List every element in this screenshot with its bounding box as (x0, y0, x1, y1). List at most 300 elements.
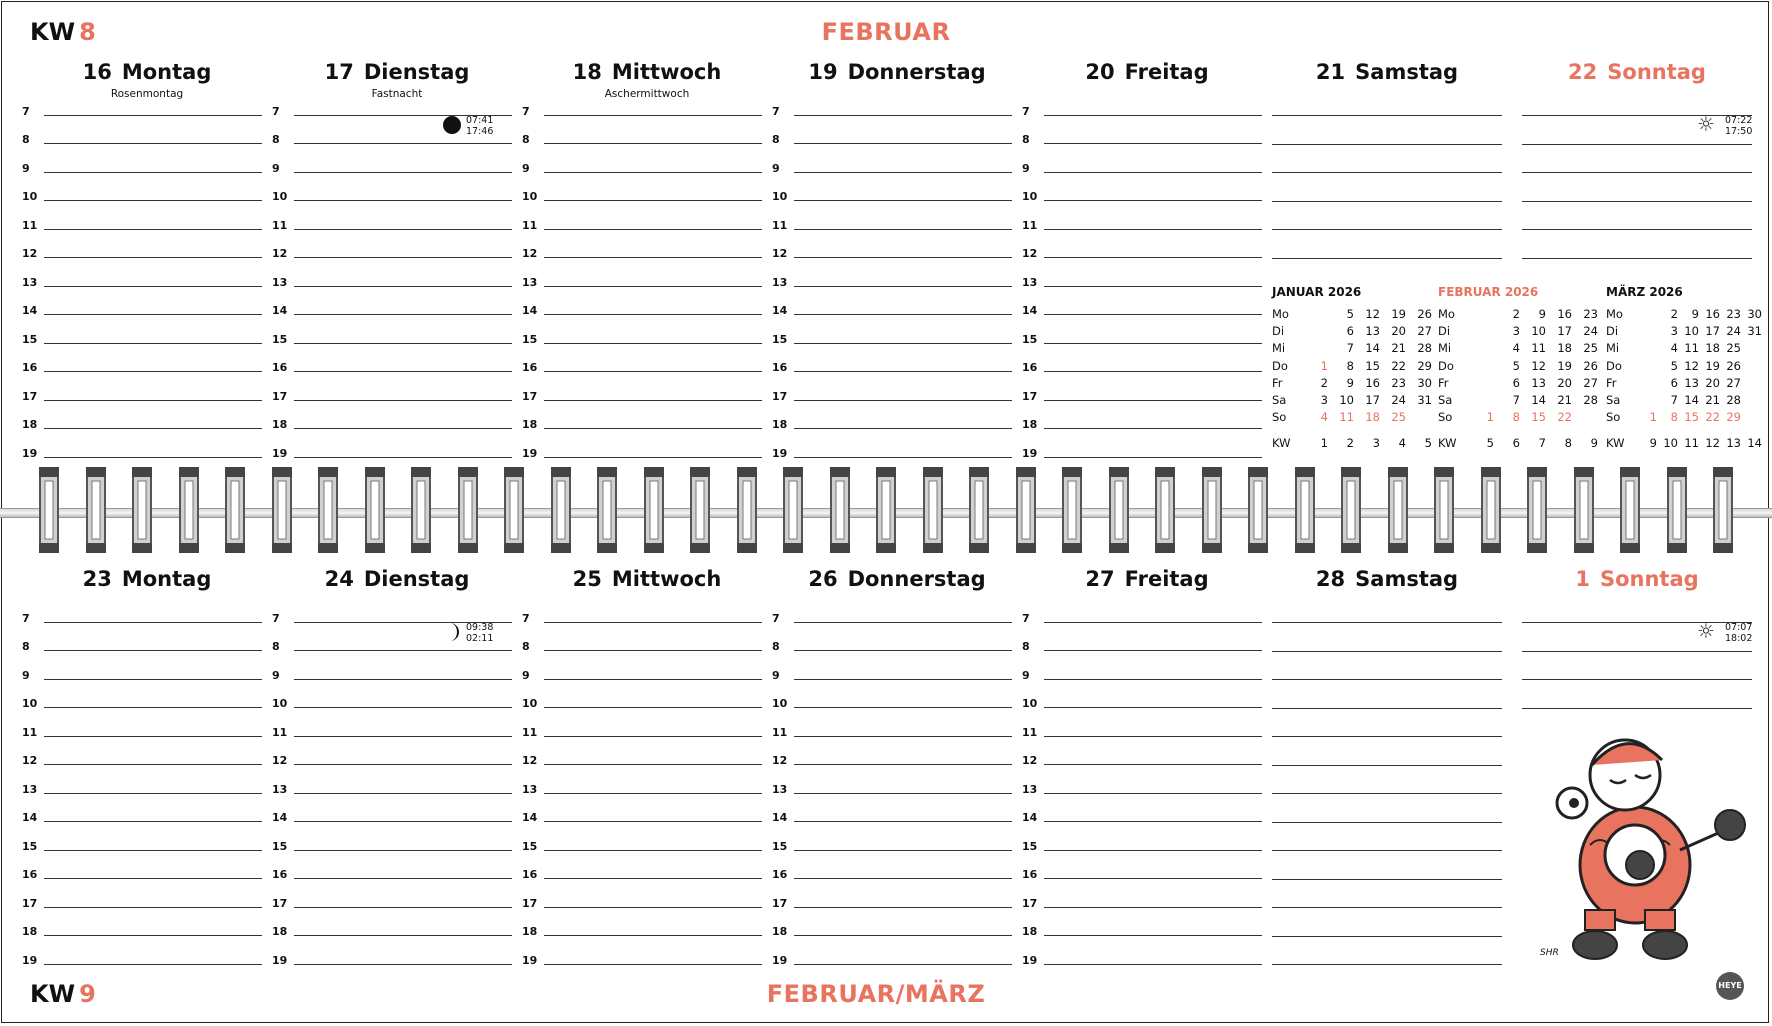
date-cell[interactable]: 28 (1583, 393, 1598, 408)
hour-slot[interactable] (272, 344, 512, 374)
date-cell[interactable]: 24 (1726, 323, 1741, 338)
hour-slot[interactable] (522, 822, 762, 853)
date-cell[interactable] (1636, 391, 1657, 408)
writing-line[interactable] (1272, 679, 1502, 680)
weekday-label: So (1272, 410, 1287, 425)
hour-slot[interactable] (772, 315, 1012, 346)
hour-slot[interactable] (522, 680, 762, 710)
date-cell[interactable]: 10 (1684, 323, 1699, 338)
hour-slot[interactable] (1022, 765, 1262, 796)
writing-line[interactable] (1522, 229, 1752, 230)
writing-line[interactable] (1272, 736, 1502, 737)
hour-slot[interactable] (772, 908, 1012, 938)
hour-slot[interactable] (272, 429, 512, 460)
hour-slot[interactable] (22, 651, 262, 682)
hour-slot[interactable] (522, 258, 762, 289)
hour-slot[interactable] (22, 315, 262, 346)
date-cell[interactable]: 25 (1583, 341, 1598, 356)
date-cell[interactable]: 25 (1391, 410, 1406, 425)
date-cell[interactable]: 23 (1726, 306, 1741, 321)
date-cell[interactable]: 28 (1726, 393, 1741, 408)
hour-slot[interactable] (522, 144, 762, 175)
writing-line[interactable] (1522, 144, 1752, 145)
day-holiday-note[interactable]: Rosenmontag (110, 88, 184, 100)
date-cell[interactable]: 23 (1583, 306, 1598, 321)
hour-slot[interactable] (272, 401, 512, 431)
date-cell[interactable] (1468, 340, 1494, 357)
date-cell[interactable] (1572, 409, 1598, 426)
date-cell[interactable]: 5 (1346, 306, 1354, 321)
hour-slot[interactable] (1022, 315, 1262, 346)
hour-slot[interactable] (22, 230, 262, 260)
date-cell[interactable]: 30 (1417, 375, 1432, 390)
date-cell[interactable] (1741, 340, 1762, 357)
writing-line[interactable] (1272, 907, 1502, 908)
hour-slot[interactable] (22, 144, 262, 175)
hour-slot[interactable] (22, 936, 262, 967)
hour-slot[interactable] (1022, 594, 1262, 625)
hour-slot[interactable] (272, 173, 512, 203)
hour-label: 18 (522, 925, 538, 938)
hour-slot[interactable] (22, 201, 262, 232)
hour-label: 19 (772, 446, 788, 460)
date-cell[interactable]: 11 (1684, 341, 1699, 356)
hour-slot[interactable] (272, 908, 512, 938)
hour-slot[interactable] (772, 822, 1012, 853)
date-cell[interactable]: 2 (1670, 306, 1678, 321)
date-cell[interactable]: 8 (1670, 410, 1678, 425)
hour-slot[interactable] (522, 173, 762, 203)
hour-slot[interactable] (1022, 87, 1262, 118)
date-cell[interactable]: 25 (1726, 341, 1741, 356)
hour-slot[interactable] (1022, 851, 1262, 881)
hour-slot[interactable] (522, 315, 762, 346)
date-cell[interactable] (1636, 357, 1657, 374)
day-header (282, 567, 512, 591)
date-cell[interactable]: 18 (1365, 410, 1380, 425)
date-cell[interactable]: 24 (1583, 323, 1598, 338)
date-cell[interactable]: 19 (1391, 306, 1406, 321)
moon-set-time: 02:11 (466, 633, 494, 644)
hour-slot[interactable] (22, 851, 262, 881)
hour-slot[interactable] (522, 230, 762, 260)
date-cell[interactable]: 5 (1512, 358, 1520, 373)
date-cell[interactable]: 4 (1512, 341, 1520, 356)
hour-slot[interactable] (272, 765, 512, 796)
writing-line[interactable] (1272, 708, 1502, 709)
writing-line[interactable] (1272, 258, 1502, 259)
date-cell[interactable]: 1 (1320, 358, 1328, 373)
hour-label: 7 (522, 104, 530, 118)
date-cell[interactable]: 1 (1649, 410, 1657, 425)
hour-slot[interactable] (22, 429, 262, 460)
hour-slot[interactable] (272, 594, 512, 625)
hour-slot[interactable] (22, 623, 262, 653)
writing-line[interactable] (1272, 964, 1502, 965)
date-cell[interactable]: 15 (1684, 410, 1699, 425)
hour-slot[interactable] (272, 258, 512, 289)
date-cell[interactable]: 10 (1531, 323, 1546, 338)
hour-label: 16 (22, 361, 38, 374)
date-cell[interactable]: 2 (1320, 375, 1328, 390)
hour-slot[interactable] (772, 144, 1012, 175)
date-cell[interactable]: 12 (1684, 358, 1699, 373)
date-cell[interactable]: 12 (1365, 306, 1380, 321)
day-number: 24 (324, 567, 354, 591)
hour-slot[interactable] (22, 594, 262, 625)
writing-line[interactable] (1272, 765, 1502, 766)
mini-calendar (1438, 285, 1598, 451)
date-cell[interactable] (1636, 322, 1657, 339)
date-cell[interactable] (1302, 340, 1328, 357)
hour-slot[interactable] (522, 87, 762, 118)
hour-slot[interactable] (22, 737, 262, 767)
hour-slot[interactable] (1022, 401, 1262, 431)
spiral-ring (782, 465, 804, 555)
date-cell[interactable]: 28 (1417, 341, 1432, 356)
date-cell[interactable] (1468, 357, 1494, 374)
weekday-label: Fr (1272, 375, 1283, 390)
hour-slot[interactable] (522, 401, 762, 431)
hour-slot[interactable] (1022, 908, 1262, 938)
hour-slot[interactable] (272, 315, 512, 346)
hour-slot[interactable] (272, 851, 512, 881)
date-cell[interactable]: 19 (1557, 358, 1572, 373)
hour-slot[interactable] (22, 822, 262, 853)
date-cell[interactable]: 14 (1365, 341, 1380, 356)
date-cell[interactable]: 16 (1705, 306, 1720, 321)
hour-slot[interactable] (1022, 344, 1262, 374)
date-cell[interactable] (1468, 322, 1494, 339)
date-cell[interactable]: 31 (1417, 393, 1432, 408)
hour-slot[interactable] (272, 822, 512, 853)
hour-slot[interactable] (22, 908, 262, 938)
day-holiday-note[interactable]: Fastnacht (371, 88, 423, 100)
date-cell[interactable]: 1 (1486, 410, 1494, 425)
writing-line[interactable] (1272, 936, 1502, 937)
writing-line[interactable] (1272, 229, 1502, 230)
hour-label: 14 (522, 811, 538, 824)
hour-slot[interactable] (1022, 651, 1262, 682)
hour-label: 14 (772, 304, 788, 317)
date-cell[interactable]: 26 (1726, 358, 1741, 373)
date-cell[interactable]: 23 (1391, 375, 1406, 390)
writing-line[interactable] (1522, 258, 1752, 259)
hour-slot[interactable] (522, 851, 762, 881)
spiral-ring (1666, 465, 1688, 555)
hour-slot[interactable] (22, 401, 262, 431)
date-cell[interactable]: 21 (1557, 393, 1572, 408)
hour-slot[interactable] (772, 230, 1012, 260)
date-cell[interactable]: 9 (1538, 306, 1546, 321)
hour-label: 12 (522, 247, 538, 260)
date-cell[interactable] (1636, 374, 1657, 391)
date-cell[interactable]: 20 (1705, 375, 1720, 390)
date-cell[interactable]: 6 (1346, 323, 1354, 338)
writing-line[interactable] (1272, 144, 1502, 145)
hour-slot[interactable] (1022, 372, 1262, 403)
writing-line[interactable] (1272, 622, 1502, 623)
date-cell[interactable]: 22 (1705, 410, 1720, 425)
date-cell[interactable]: 27 (1726, 375, 1741, 390)
hour-label: 17 (272, 896, 288, 910)
date-cell[interactable]: 14 (1531, 393, 1546, 408)
hour-slot[interactable] (1022, 936, 1262, 967)
date-cell[interactable]: 15 (1365, 358, 1380, 373)
hour-slot[interactable] (1022, 173, 1262, 203)
date-cell[interactable]: 5 (1670, 358, 1678, 373)
date-cell[interactable]: 8 (1346, 358, 1354, 373)
hour-slot[interactable] (522, 623, 762, 653)
date-cell[interactable] (1636, 305, 1657, 322)
hour-slot[interactable] (772, 623, 1012, 653)
writing-line[interactable] (1272, 822, 1502, 823)
date-cell[interactable] (1302, 322, 1328, 339)
hour-slot[interactable] (772, 429, 1012, 460)
date-cell[interactable]: 7 (1512, 393, 1520, 408)
writing-line[interactable] (1272, 651, 1502, 652)
date-cell[interactable]: 16 (1557, 306, 1572, 321)
hour-slot[interactable] (272, 201, 512, 232)
date-cell[interactable]: 3 (1512, 323, 1520, 338)
hour-slot[interactable] (522, 879, 762, 910)
date-cell[interactable]: 24 (1391, 393, 1406, 408)
date-cell[interactable]: 13 (1684, 375, 1699, 390)
date-cell[interactable]: 7 (1670, 393, 1678, 408)
hour-slot[interactable] (522, 651, 762, 682)
hour-slot[interactable] (772, 794, 1012, 824)
date-cell[interactable]: 11 (1339, 410, 1354, 425)
hour-slot[interactable] (22, 116, 262, 146)
date-cell[interactable]: 14 (1684, 393, 1699, 408)
hour-slot[interactable] (22, 258, 262, 289)
date-cell[interactable]: 26 (1583, 358, 1598, 373)
day-holiday-note[interactable]: Aschermittwoch (604, 88, 690, 100)
writing-line[interactable] (1272, 201, 1502, 202)
hour-slot[interactable] (1022, 230, 1262, 260)
hour-slot[interactable] (772, 651, 1012, 682)
hour-slot[interactable] (522, 794, 762, 824)
date-cell[interactable]: 3 (1670, 323, 1678, 338)
hour-slot[interactable] (522, 765, 762, 796)
hour-slot[interactable] (522, 908, 762, 938)
writing-line[interactable] (1522, 651, 1752, 652)
hour-slot[interactable] (272, 680, 512, 710)
date-cell[interactable]: 4 (1320, 410, 1328, 425)
hour-slot[interactable] (272, 372, 512, 403)
hour-slot[interactable] (522, 737, 762, 767)
hour-slot[interactable] (272, 651, 512, 682)
hour-slot[interactable] (272, 708, 512, 739)
hour-slot[interactable] (22, 173, 262, 203)
hour-slot[interactable] (1022, 623, 1262, 653)
date-cell[interactable] (1636, 340, 1657, 357)
hour-slot[interactable] (772, 737, 1012, 767)
hour-slot[interactable] (1022, 822, 1262, 853)
hour-slot[interactable] (772, 594, 1012, 625)
date-cell[interactable]: 22 (1557, 410, 1572, 425)
hour-slot[interactable] (22, 344, 262, 374)
date-cell[interactable]: 18 (1557, 341, 1572, 356)
hour-slot[interactable] (1022, 794, 1262, 824)
date-cell[interactable]: 20 (1557, 375, 1572, 390)
hour-slot[interactable] (1022, 201, 1262, 232)
date-cell[interactable]: 6 (1670, 375, 1678, 390)
writing-line[interactable] (1272, 850, 1502, 851)
hour-slot[interactable] (772, 87, 1012, 118)
date-cell[interactable] (1741, 391, 1762, 408)
hour-slot[interactable] (772, 708, 1012, 739)
day-header (532, 60, 762, 84)
hour-slot[interactable] (1022, 708, 1262, 739)
hour-slot[interactable] (22, 680, 262, 710)
hour-slot[interactable] (772, 936, 1012, 967)
hour-label: 10 (272, 190, 288, 203)
hour-slot[interactable] (772, 116, 1012, 146)
date-cell[interactable]: 17 (1365, 393, 1380, 408)
weekday-label: Do (1438, 358, 1454, 373)
hour-slot[interactable] (522, 116, 762, 146)
date-cell[interactable]: 30 (1747, 306, 1762, 321)
hour-slot[interactable] (1022, 287, 1262, 317)
date-cell[interactable] (1741, 409, 1762, 426)
hour-slot[interactable] (772, 765, 1012, 796)
hour-slot[interactable] (522, 287, 762, 317)
date-cell[interactable]: 4 (1670, 341, 1678, 356)
date-cell[interactable]: 6 (1512, 375, 1520, 390)
hour-slot[interactable] (1022, 879, 1262, 910)
hour-slot[interactable] (272, 879, 512, 910)
writing-line[interactable] (1522, 622, 1752, 623)
hour-slot[interactable] (1022, 116, 1262, 146)
hour-label: 16 (272, 868, 288, 881)
writing-line[interactable] (1522, 115, 1752, 116)
hour-slot[interactable] (22, 372, 262, 403)
day-name: Donnerstag (847, 60, 986, 84)
writing-line[interactable] (1272, 172, 1502, 173)
date-cell[interactable]: 12 (1531, 358, 1546, 373)
date-cell[interactable]: 2 (1512, 306, 1520, 321)
hour-label: 16 (522, 361, 538, 374)
hour-label: 15 (772, 332, 788, 346)
date-cell[interactable] (1302, 305, 1328, 322)
hour-slot[interactable] (22, 287, 262, 317)
hour-slot[interactable] (272, 794, 512, 824)
hour-slot[interactable] (1022, 429, 1262, 460)
sun-times (1725, 622, 1752, 644)
hour-slot[interactable] (772, 287, 1012, 317)
hour-slot[interactable] (772, 401, 1012, 431)
date-cell[interactable]: 22 (1391, 358, 1406, 373)
hour-slot[interactable] (1022, 144, 1262, 175)
writing-line[interactable] (1272, 115, 1502, 116)
hour-slot[interactable] (272, 287, 512, 317)
date-cell[interactable]: 19 (1705, 358, 1720, 373)
date-cell[interactable]: 15 (1531, 410, 1546, 425)
date-cell[interactable]: 3 (1320, 393, 1328, 408)
hour-slot[interactable] (772, 680, 1012, 710)
date-cell[interactable] (1741, 374, 1762, 391)
date-cell[interactable]: 31 (1747, 323, 1762, 338)
date-cell[interactable]: 13 (1365, 323, 1380, 338)
hour-slot[interactable] (22, 879, 262, 910)
date-cell[interactable]: 29 (1726, 410, 1741, 425)
hour-slot[interactable] (772, 344, 1012, 374)
hour-slot[interactable] (272, 144, 512, 175)
date-cell[interactable]: 17 (1705, 323, 1720, 338)
hour-slot[interactable] (522, 344, 762, 374)
hour-slot[interactable] (522, 708, 762, 739)
writing-line[interactable] (1522, 679, 1752, 680)
date-cell[interactable] (1468, 374, 1494, 391)
hour-slot[interactable] (22, 708, 262, 739)
date-cell[interactable]: 7 (1346, 341, 1354, 356)
weekday-label: Di (1606, 323, 1619, 338)
date-cell[interactable]: 16 (1365, 375, 1380, 390)
date-cell[interactable]: 27 (1583, 375, 1598, 390)
date-cell[interactable]: 9 (1346, 375, 1354, 390)
date-cell[interactable] (1468, 305, 1494, 322)
hour-slot[interactable] (772, 851, 1012, 881)
date-cell[interactable]: 21 (1391, 341, 1406, 356)
hour-slot[interactable] (272, 230, 512, 260)
date-cell[interactable]: 17 (1557, 323, 1572, 338)
date-cell[interactable]: 11 (1531, 341, 1546, 356)
date-cell[interactable]: 21 (1705, 393, 1720, 408)
hour-slot[interactable] (1022, 258, 1262, 289)
hour-slot[interactable] (1022, 680, 1262, 710)
hour-slot[interactable] (272, 936, 512, 967)
hour-slot[interactable] (522, 201, 762, 232)
hour-slot[interactable] (272, 87, 512, 118)
hour-slot[interactable] (522, 594, 762, 625)
date-cell[interactable]: 26 (1417, 306, 1432, 321)
hour-slot[interactable] (772, 258, 1012, 289)
kw-number: 6 (1512, 435, 1520, 450)
writing-line[interactable] (1522, 172, 1752, 173)
hour-slot[interactable] (522, 936, 762, 967)
date-cell[interactable]: 29 (1417, 358, 1432, 373)
hour-slot[interactable] (22, 765, 262, 796)
hour-slot[interactable] (772, 372, 1012, 403)
date-cell[interactable]: 10 (1339, 393, 1354, 408)
writing-line[interactable] (1272, 793, 1502, 794)
date-cell[interactable]: 18 (1705, 341, 1720, 356)
date-cell[interactable] (1406, 409, 1432, 426)
hour-label: 18 (522, 418, 538, 431)
writing-line[interactable] (1522, 201, 1752, 202)
hour-slot[interactable] (1022, 737, 1262, 767)
date-cell[interactable]: 8 (1512, 410, 1520, 425)
date-cell[interactable] (1468, 391, 1494, 408)
writing-line[interactable] (1522, 708, 1752, 709)
hour-slot[interactable] (772, 879, 1012, 910)
writing-line[interactable] (1272, 879, 1502, 880)
hour-slot[interactable] (772, 173, 1012, 203)
date-cell[interactable]: 13 (1531, 375, 1546, 390)
hour-slot[interactable] (22, 87, 262, 118)
hour-slot[interactable] (522, 429, 762, 460)
hour-slot[interactable] (272, 737, 512, 767)
hour-slot[interactable] (522, 372, 762, 403)
day-header (1522, 567, 1752, 591)
date-cell[interactable]: 27 (1417, 323, 1432, 338)
date-cell[interactable]: 20 (1391, 323, 1406, 338)
hour-slot[interactable] (772, 201, 1012, 232)
hour-slot[interactable] (22, 794, 262, 824)
date-cell[interactable] (1741, 357, 1762, 374)
date-cell[interactable]: 9 (1691, 306, 1699, 321)
